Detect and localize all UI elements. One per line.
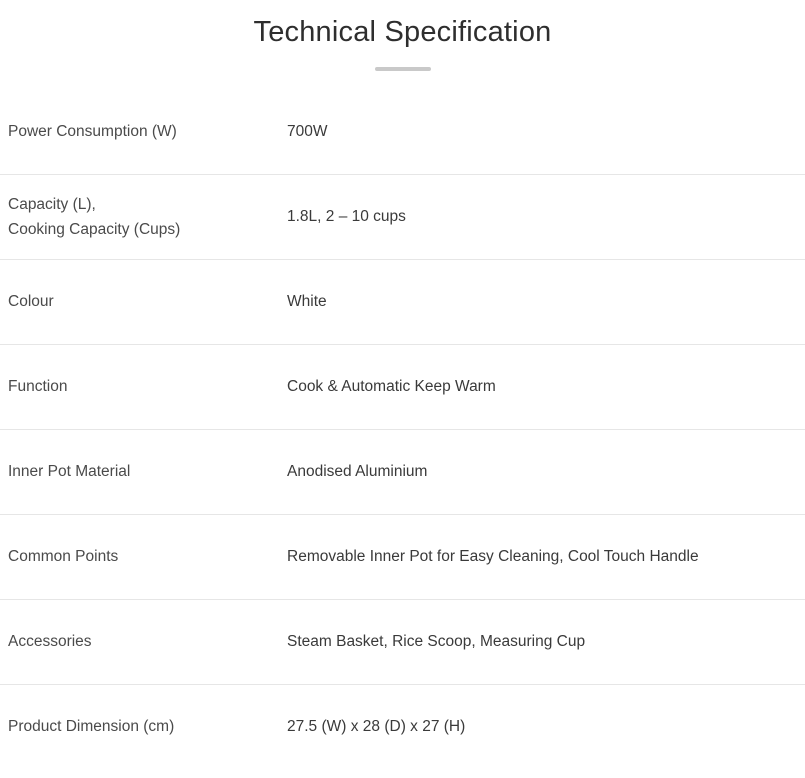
spec-value: 1.8L, 2 – 10 cups bbox=[287, 208, 406, 225]
spec-label bbox=[0, 344, 280, 429]
table-row bbox=[0, 344, 805, 429]
table-row bbox=[0, 429, 805, 514]
table-row bbox=[0, 599, 805, 684]
spec-value: 27.5 (W) x 28 (D) x 27 (H) bbox=[287, 718, 466, 736]
spec-label bbox=[0, 259, 280, 344]
table-row bbox=[0, 514, 805, 599]
spec-label-line: Power Consumption (W) bbox=[8, 122, 177, 140]
specification-table bbox=[0, 89, 805, 769]
page-title: Technical Specification bbox=[253, 16, 552, 48]
spec-label-line: Product Dimension (cm) bbox=[8, 718, 175, 736]
spec-label-line: Colour bbox=[8, 293, 54, 310]
spec-label bbox=[0, 599, 280, 684]
spec-label-line: Cooking Capacity (Cups) bbox=[8, 220, 181, 238]
table-row bbox=[0, 89, 805, 174]
table-row bbox=[0, 259, 805, 344]
spec-label bbox=[0, 429, 280, 514]
spec-label bbox=[0, 89, 280, 174]
spec-label-line: Capacity (L), bbox=[8, 195, 96, 213]
spec-label-line: Inner Pot Material bbox=[8, 463, 131, 480]
spec-label bbox=[0, 514, 280, 599]
spec-label-line: Common Points bbox=[8, 548, 119, 565]
spec-value: Anodised Aluminium bbox=[287, 463, 428, 480]
table-row bbox=[0, 684, 805, 769]
spec-value: Removable Inner Pot for Easy Cleaning, Cool Touch Handle bbox=[287, 548, 699, 565]
spec-value: 700W bbox=[287, 122, 328, 140]
spec-label bbox=[0, 174, 280, 259]
spec-value: Steam Basket, Rice Scoop, Measuring Cup bbox=[287, 633, 586, 650]
table-row bbox=[0, 174, 805, 259]
spec-value: White bbox=[287, 293, 327, 310]
title-divider bbox=[375, 67, 431, 71]
spec-label-line: Accessories bbox=[8, 633, 92, 650]
spec-label bbox=[0, 684, 280, 769]
spec-value: Cook & Automatic Keep Warm bbox=[287, 378, 496, 395]
spec-label-line: Function bbox=[8, 378, 68, 395]
